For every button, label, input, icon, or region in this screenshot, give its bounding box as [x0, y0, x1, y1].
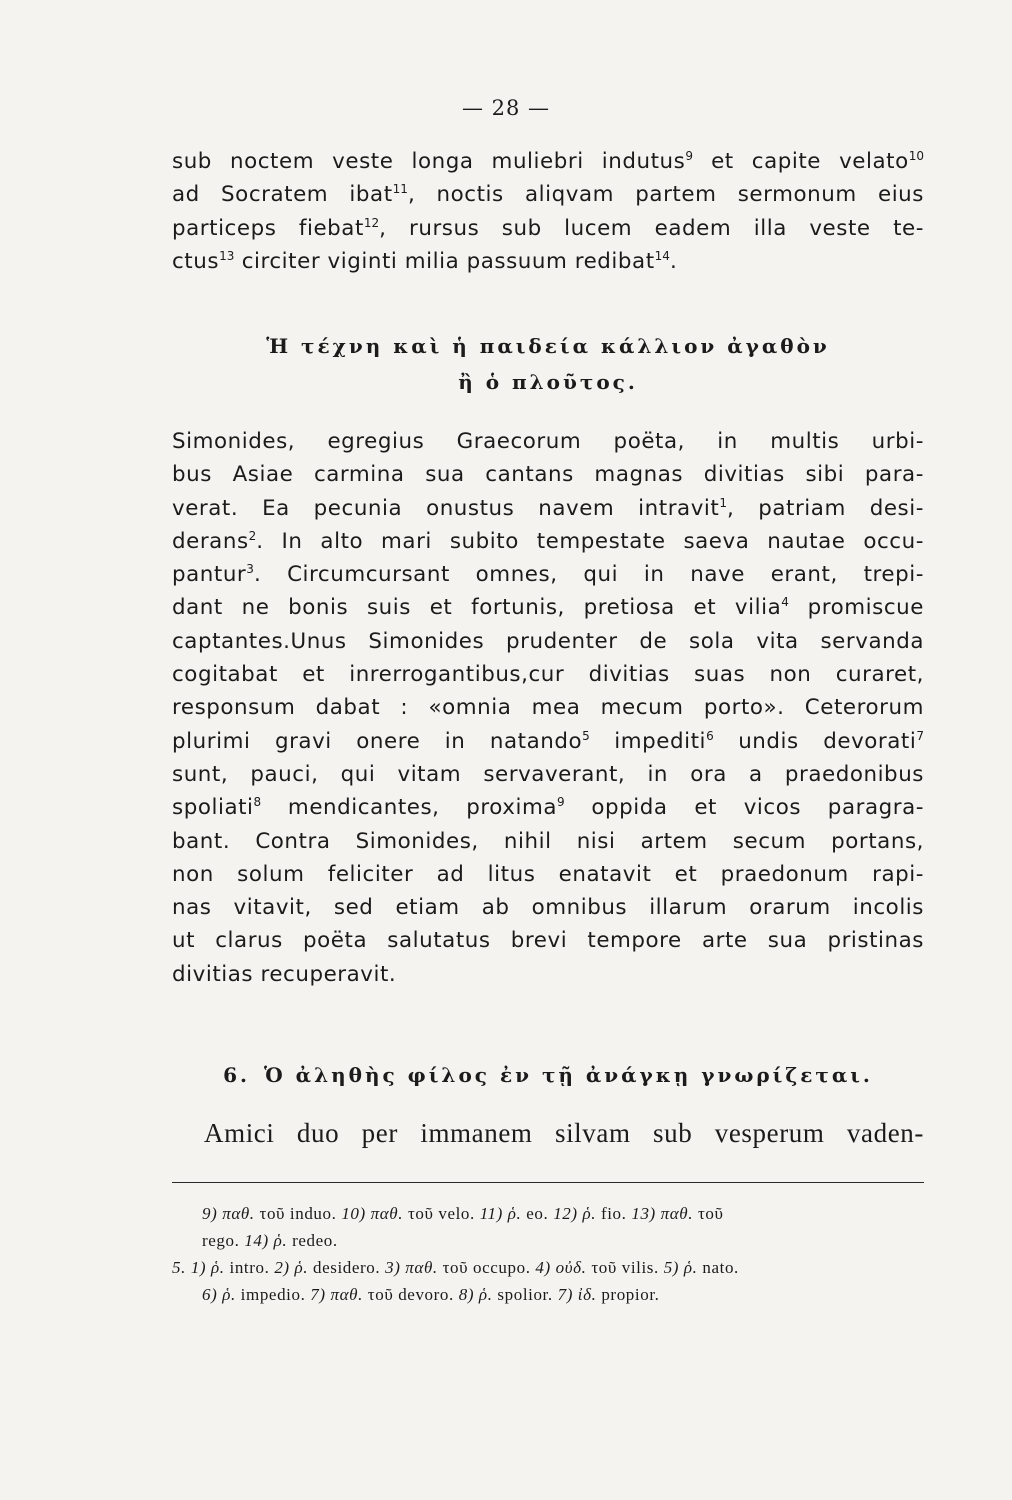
text-line: nas vitavit, sed etiam ab omnibus illarum orarum incolis — [172, 895, 924, 921]
text-line: captantes.Unus Simonides prudenter de sola vita servanda — [172, 628, 924, 654]
paragraph-story-5 — [172, 425, 924, 991]
text-line: plurimi gravi onere in natando$^5$ impediti$^6$ undis devorati$^7$ — [172, 728, 924, 754]
text-line: bant. Contra Simonides, nihil nisi artem secum portans, — [172, 828, 924, 854]
page-number: — 28 — — [461, 96, 551, 120]
text-line: sunt, pauci, qui vitam servaverant, in ora a praedonibus — [172, 761, 924, 787]
text-line: sub noctem veste longa muliebri indutus$^9$ et capite velato$^{10}$ — [172, 149, 925, 174]
text-line: bus Asiae carmina sua cantans magnas divitias sibi para- — [172, 462, 924, 488]
text-line: ad Socratem ibat$^{11}$, noctis aliqvam partem sermonum eius — [172, 182, 924, 208]
section-heading-5-line-1: Ἡ τέχνη καὶ ἡ παιδεία κάλλιον ἀγαθὸν — [266, 334, 830, 358]
text-line: divitias recuperavit. — [172, 961, 397, 987]
text-line: ut clarus poëta salutatus brevi tempore arte sua pristinas — [172, 928, 924, 954]
paragraph-story-6-start: Amici duo per immanem silvam sub vesperum vaden- — [204, 1118, 924, 1148]
section-heading-6 — [172, 1063, 924, 1087]
footnote-line: 9) παθ. τοῦ induo. 10) παθ. τοῦ velo. 11) ῥ. eo. 12) ῥ. fio. 13) παθ. τοῦ — [202, 1204, 724, 1223]
footnote-divider — [172, 1182, 924, 1183]
paragraph-story-4-end — [172, 145, 924, 278]
footnotes — [172, 1200, 924, 1308]
text-line: particeps fiebat$^{12}$, rursus sub lucem eadem illa veste te- — [172, 215, 924, 241]
footnote-line: 6) ῥ. impedio. 7) παθ. τοῦ devoro. 8) ῥ. spolior. 7) ἰδ. propior. — [202, 1285, 660, 1304]
section-heading-5-line-2: ἢ ὁ πλοῦτος. — [458, 370, 638, 394]
section-number: 6. — [223, 1063, 251, 1087]
text-line: Simonides, egregius Graecorum poëta, in multis urbi- — [172, 429, 924, 454]
text-line: ctus$^{13}$ circiter viginti milia passuum redibat$^{14}$. — [172, 248, 678, 274]
text-line: dant ne bonis suis et fortunis, pretiosa et vilia$^4$ promiscue — [172, 595, 925, 621]
text-line: derans$^2$. In alto mari subito tempestate saeva nautae occu- — [172, 528, 924, 554]
section-title: Ὁ ἀληθὴς φίλος ἐν τῇ ἀνάγκῃ γνωρίζεται. — [264, 1063, 873, 1087]
text-line: responsum dabat : «omnia mea mecum porto». Ceterorum — [172, 695, 924, 721]
text-line: spoliati$^8$ mendicantes, proxima$^9$ oppida et vicos paragra- — [172, 795, 924, 821]
footnote-line: rego. 14) ῥ. redeo. — [202, 1231, 338, 1250]
text-line: verat. Ea pecunia onustus navem intravit$^1$, patriam desi- — [172, 495, 924, 521]
text-line: cogitabat et inrerrogantibus,cur divitias suas non curaret, — [172, 662, 924, 688]
footnote-line: 5. 1) ῥ. intro. 2) ῥ. desidero. 3) παθ. τοῦ occupo. 4) οὐδ. τοῦ vilis. 5) ῥ. nato. — [172, 1258, 739, 1277]
text-line: non solum feliciter ad litus enatavit et praedonum rapi- — [172, 861, 924, 887]
text-line: pantur$^3$. Circumcursant omnes, qui in nave erant, trepi- — [172, 562, 924, 588]
